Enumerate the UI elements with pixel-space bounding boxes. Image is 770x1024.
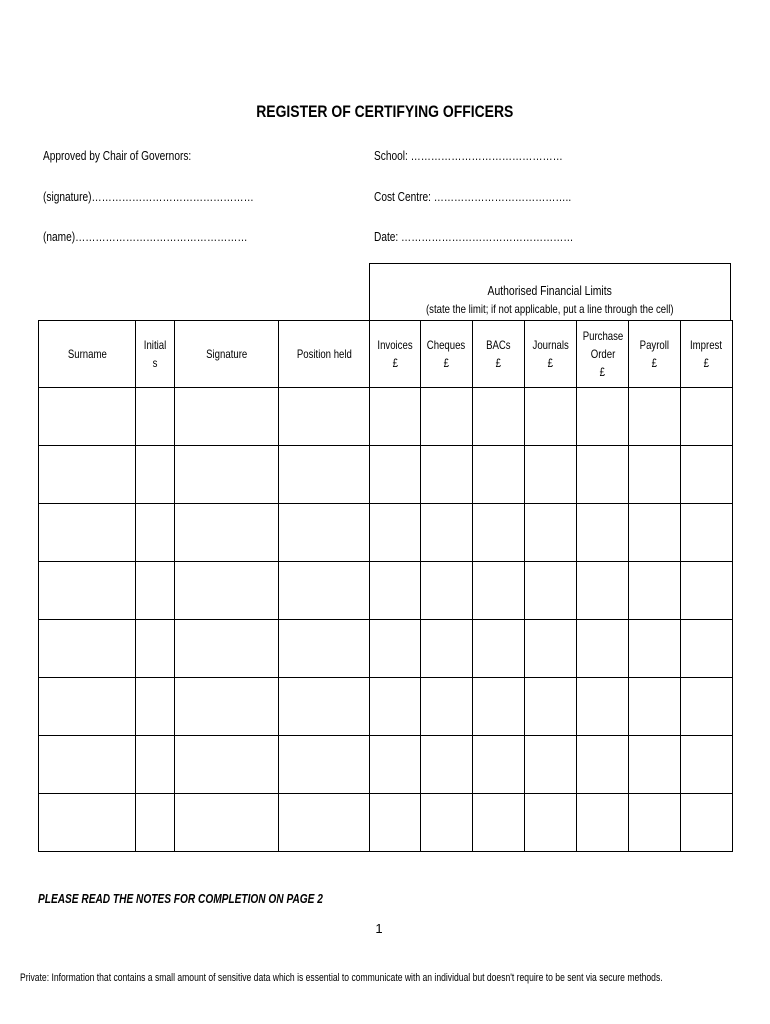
- table-cell[interactable]: [525, 446, 577, 504]
- school-field[interactable]: School: ………………………………………: [374, 148, 563, 163]
- table-cell[interactable]: [39, 388, 136, 446]
- column-header-signature: Signature: [175, 321, 279, 388]
- approved-by-label: Approved by Chair of Governors:: [43, 148, 192, 163]
- table-cell[interactable]: [175, 678, 279, 736]
- table-row: [39, 504, 733, 562]
- table-cell[interactable]: [279, 446, 370, 504]
- column-header-cheques: Cheques £: [421, 321, 473, 388]
- table-cell[interactable]: [681, 736, 733, 794]
- column-header-bacs: BACs £: [473, 321, 525, 388]
- table-cell[interactable]: [525, 504, 577, 562]
- table-cell[interactable]: [421, 388, 473, 446]
- column-header-initials: Initial s: [136, 321, 175, 388]
- table-cell[interactable]: [39, 736, 136, 794]
- table-row: [39, 446, 733, 504]
- table-cell[interactable]: [421, 794, 473, 852]
- table-cell[interactable]: [39, 446, 136, 504]
- table-cell[interactable]: [370, 736, 421, 794]
- table-cell[interactable]: [370, 388, 421, 446]
- table-cell[interactable]: [629, 446, 681, 504]
- table-cell[interactable]: [421, 678, 473, 736]
- table-cell[interactable]: [136, 504, 175, 562]
- table-cell[interactable]: [421, 504, 473, 562]
- table-cell[interactable]: [136, 794, 175, 852]
- table-cell[interactable]: [136, 620, 175, 678]
- table-cell[interactable]: [681, 620, 733, 678]
- table-cell[interactable]: [370, 446, 421, 504]
- column-header-purchase-order: Purchase Order £: [577, 321, 629, 388]
- financial-limits-note: (state the limit; if not applicable, put a line through the cell): [426, 302, 674, 316]
- certifying-officers-table: [38, 320, 733, 852]
- table-cell[interactable]: [136, 562, 175, 620]
- table-cell[interactable]: [175, 388, 279, 446]
- table-cell[interactable]: [473, 504, 525, 562]
- table-cell[interactable]: [577, 736, 629, 794]
- table-cell[interactable]: [681, 794, 733, 852]
- table-cell[interactable]: [370, 562, 421, 620]
- table-cell[interactable]: [629, 736, 681, 794]
- table-cell[interactable]: [473, 446, 525, 504]
- page-title: REGISTER OF CERTIFYING OFFICERS: [256, 102, 514, 121]
- financial-limits-title: Authorised Financial Limits: [487, 283, 613, 298]
- table-row: [39, 620, 733, 678]
- table-cell[interactable]: [629, 620, 681, 678]
- table-cell[interactable]: [473, 562, 525, 620]
- table-cell[interactable]: [681, 678, 733, 736]
- column-header-position-held: Position held: [279, 321, 370, 388]
- table-cell[interactable]: [681, 388, 733, 446]
- table-cell[interactable]: [577, 446, 629, 504]
- privacy-footer: Private: Information that contains a small amount of sensitive data which is essential to communicate with an individual but doesn't require to be sent via secure methods.: [20, 972, 663, 984]
- table-cell[interactable]: [421, 736, 473, 794]
- date-field[interactable]: Date: ……………………………………………: [374, 229, 574, 244]
- table-cell[interactable]: [279, 736, 370, 794]
- table-row: [39, 388, 733, 446]
- table-cell[interactable]: [473, 388, 525, 446]
- table-cell[interactable]: [473, 678, 525, 736]
- table-cell[interactable]: [279, 388, 370, 446]
- table-cell[interactable]: [279, 620, 370, 678]
- table-cell[interactable]: [370, 620, 421, 678]
- table-cell[interactable]: [279, 562, 370, 620]
- table-cell[interactable]: [629, 794, 681, 852]
- table-cell[interactable]: [136, 678, 175, 736]
- table-cell[interactable]: [39, 504, 136, 562]
- table-cell[interactable]: [279, 794, 370, 852]
- table-cell[interactable]: [136, 388, 175, 446]
- table-cell[interactable]: [279, 504, 370, 562]
- table-cell[interactable]: [629, 678, 681, 736]
- table-cell[interactable]: [525, 678, 577, 736]
- table-cell[interactable]: [681, 446, 733, 504]
- table-cell[interactable]: [577, 562, 629, 620]
- table-cell[interactable]: [577, 388, 629, 446]
- table-cell[interactable]: [629, 504, 681, 562]
- table-cell[interactable]: [681, 562, 733, 620]
- table-cell[interactable]: [577, 504, 629, 562]
- table-cell[interactable]: [370, 504, 421, 562]
- table-cell[interactable]: [525, 388, 577, 446]
- column-header-surname: Surname: [39, 321, 136, 388]
- table-cell[interactable]: [175, 620, 279, 678]
- table-cell[interactable]: [421, 446, 473, 504]
- table-cell[interactable]: [39, 678, 136, 736]
- table-cell[interactable]: [175, 446, 279, 504]
- table-cell[interactable]: [421, 620, 473, 678]
- column-header-journals: Journals £: [525, 321, 577, 388]
- table-cell[interactable]: [629, 562, 681, 620]
- table-cell[interactable]: [577, 794, 629, 852]
- name-field[interactable]: (name)……………………………………………: [43, 229, 248, 244]
- table-cell[interactable]: [175, 794, 279, 852]
- table-row: [39, 736, 733, 794]
- table-cell[interactable]: [279, 678, 370, 736]
- table-cell[interactable]: [175, 504, 279, 562]
- table-cell[interactable]: [525, 620, 577, 678]
- table-cell[interactable]: [525, 794, 577, 852]
- column-header-imprest: Imprest £: [681, 321, 733, 388]
- table-cell[interactable]: [39, 562, 136, 620]
- table-row: [39, 794, 733, 852]
- column-header-invoices: Invoices £: [370, 321, 421, 388]
- table-cell[interactable]: [473, 794, 525, 852]
- table-cell[interactable]: [39, 620, 136, 678]
- table-cell[interactable]: [421, 562, 473, 620]
- table-cell[interactable]: [681, 504, 733, 562]
- table-row: [39, 562, 733, 620]
- table-cell[interactable]: [136, 446, 175, 504]
- table-cell[interactable]: [175, 562, 279, 620]
- page-number: 1: [375, 921, 383, 936]
- table-cell[interactable]: [525, 736, 577, 794]
- table-cell[interactable]: [473, 736, 525, 794]
- column-header-payroll: Payroll £: [629, 321, 681, 388]
- table-cell[interactable]: [629, 388, 681, 446]
- table-cell[interactable]: [370, 794, 421, 852]
- table-cell[interactable]: [39, 794, 136, 852]
- cost-centre-field[interactable]: Cost Centre: …………………………………..: [374, 189, 572, 204]
- table-row: [39, 678, 733, 736]
- table-cell[interactable]: [525, 562, 577, 620]
- table-cell[interactable]: [577, 678, 629, 736]
- completion-notes: PLEASE READ THE NOTES FOR COMPLETION ON PAGE 2: [38, 891, 323, 906]
- table-cell[interactable]: [370, 678, 421, 736]
- signature-field[interactable]: (signature)…………………………………………: [43, 189, 254, 204]
- table-cell[interactable]: [577, 620, 629, 678]
- table-cell[interactable]: [136, 736, 175, 794]
- table-cell[interactable]: [473, 620, 525, 678]
- table-cell[interactable]: [175, 736, 279, 794]
